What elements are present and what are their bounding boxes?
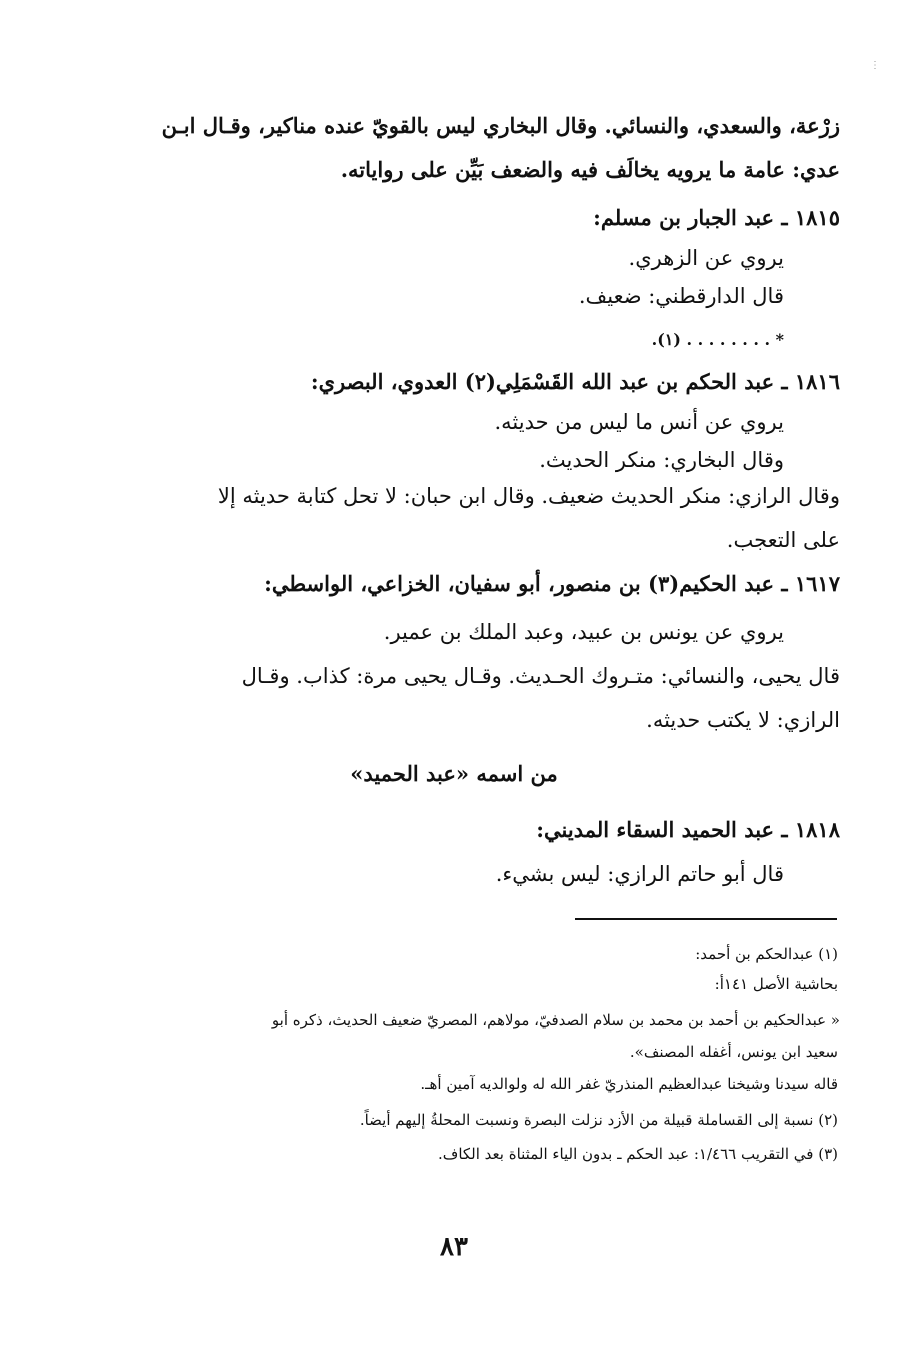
missing-entry-marker: * . . . . . . . . (١). xyxy=(651,330,784,349)
entry-heading-1617: ١٦١٧ ـ عبد الحكيم(٣) بن منصور، أبو سفيان، الخزاعي، الواسطي: xyxy=(264,571,840,596)
scan-artifact: ⋮ xyxy=(870,60,880,71)
footnote-divider xyxy=(575,918,837,920)
page-number: ٨٣ xyxy=(440,1232,468,1262)
entry-1617-line-3: الرازي: لا يكتب حديثه. xyxy=(646,708,840,732)
text-line-2: عدي: عامة ما يرويه يخالَف فيه والضعف بَيِّن على رواياته. xyxy=(340,157,840,182)
entry-1617-line-1: يروي عن يونس بن عبيد، وعبد الملك بن عمير. xyxy=(383,620,784,644)
footnote-1-line-1: (١) عبدالحكم بن أحمد: xyxy=(695,945,838,963)
entry-1816-line-3: وقال الرازي: منكر الحديث ضعيف. وقال ابن حبان: لا تحل كتابة حديثه إلا xyxy=(217,484,840,508)
entry-1815-line-2: قال الدارقطني: ضعيف. xyxy=(578,284,784,308)
footnote-1-line-5: قاله سيدنا وشيخنا عبدالعظيم المنذريّ غفر الله له ولوالديه آمين أهـ. xyxy=(420,1075,838,1093)
entry-1816-line-1: يروي عن أنس ما ليس من حديثه. xyxy=(494,410,784,434)
footnote-1-line-3: « عبدالحكيم بن أحمد بن محمد بن سلام الصدفيّ، مولاهم، المصريّ ضعيف الحديث، ذكره أبو xyxy=(271,1011,840,1029)
entry-1815-line-1: يروي عن الزهري. xyxy=(628,246,784,270)
entry-1818-line-1: قال أبو حاتم الرازي: ليس بشيء. xyxy=(495,862,784,886)
footnote-1-line-2: بحاشية الأصل ١٤١أ: xyxy=(714,975,838,993)
entry-1617-line-2: قال يحيى، والنسائي: متـروك الحـديث. وقـال يحيى مرة: كذاب. وقـال xyxy=(241,664,840,688)
entry-1816-line-2: وقال البخاري: منكر الحديث. xyxy=(539,448,784,472)
entry-heading-1815: ١٨١٥ ـ عبد الجبار بن مسلم: xyxy=(593,205,840,230)
footnote-2: (٢) نسبة إلى القساملة قبيلة من الأزد نزلت البصرة ونسبت المحلةُ إليهم أيضاً. xyxy=(359,1111,838,1129)
entry-heading-1816: ١٨١٦ ـ عبد الحكم بن عبد الله القَسْمَلِي(٢) العدوي، البصري: xyxy=(310,369,840,394)
section-title: من اسمه «عبد الحميد» xyxy=(350,761,558,786)
footnote-1-line-4: سعيد ابن يونس، أغفله المصنف». xyxy=(629,1043,838,1061)
footnote-3: (٣) في التقريب ١/٤٦٦: عبد الحكم ـ بدون الياء المثناة بعد الكاف. xyxy=(438,1145,838,1163)
text-line-1: زرْعة، والسعدي، والنسائي. وقال البخاري ليس بالقويّ عنده مناكير، وقـال ابـن xyxy=(161,113,840,138)
entry-1816-line-4: على التعجب. xyxy=(726,528,840,552)
entry-heading-1818: ١٨١٨ ـ عبد الحميد السقاء المديني: xyxy=(536,817,840,842)
